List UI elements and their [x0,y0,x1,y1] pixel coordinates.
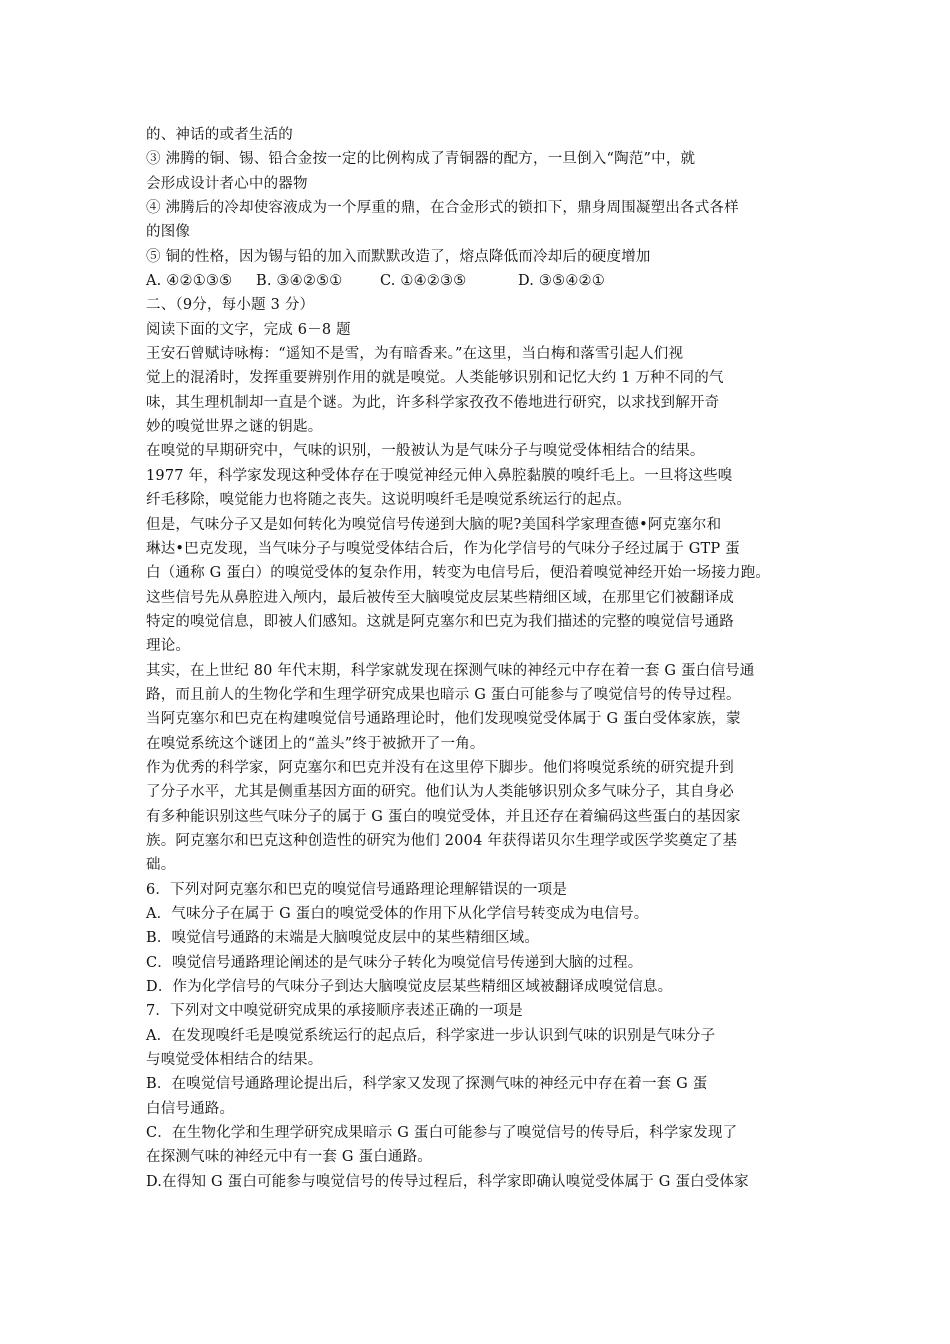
text-line: 1977 年，科学家发现这种受体存在于嗅觉神经元伸入鼻腔黏膜的嗅纤毛上。一旦将这些嗅 [146,467,733,484]
text-line: 础。 [146,857,176,874]
text-line: 这些信号先从鼻腔进入颅内，最后被传至大脑嗅觉皮层某些精细区域，在那里它们被翻译成 [146,589,734,606]
text-line: 有多种能识别这些气味分子的属于 G 蛋白的嗅觉受体，并且还存在着编码这些蛋白的基因家 [146,808,741,825]
text-line: 特定的嗅觉信息，即被人们感知。这就是阿克塞尔和巴克为我们描述的完整的嗅觉信号通路 [146,613,734,630]
text-line: 其实，在上世纪 80 年代末期，科学家就发现在探测气味的神经元中存在着一套 G 蛋白信号通 [146,662,755,679]
question-7-option-b: B．在嗅觉信号通路理论提出后，科学家又发现了探测气味的神经元中存在着一套 G 蛋 [146,1076,708,1093]
question-7-option-c: C．在生物化学和生理学研究成果暗示 G 蛋白可能参与了嗅觉信号的传导后，科学家发现了 [146,1125,738,1142]
question-6-stem: 6．下列对阿克塞尔和巴克的嗅觉信号通路理论理解错误的一项是 [146,881,568,898]
section-heading: 二、（9分，每小题 3 分） [146,297,315,314]
question-7-option-d: D.在得知 G 蛋白可能参与嗅觉信号的传导过程后，科学家即确认嗅觉受体属于 G 蛋白受体家 [146,1173,749,1190]
question-7-option-a: A．在发现嗅纤毛是嗅觉系统运行的起点后，科学家进一步认识到气味的识别是气味分子 [146,1027,716,1044]
text-line: 白（通称 G 蛋白）的嗅觉受体的复杂作用，转变为电信号后，便沿着嗅觉神经开始一场接力跑。 [146,565,771,582]
text-line: 作为优秀的科学家，阿克塞尔和巴克并没有在这里停下脚步。他们将嗅觉系统的研究提升到 [146,759,734,776]
question-6-option-d: D．作为化学信号的气味分子到达大脑嗅觉皮层某些精细区域被翻译成嗅觉信息。 [146,979,673,996]
question-5-options [146,269,826,293]
text-line: 味，其生理机制却一直是个谜。为此，许多科学家孜孜不倦地进行研究，以求找到解开奇 [146,394,720,411]
text-line: 纤毛移除，嗅觉能力也将随之丧失。这说明嗅纤毛是嗅觉系统运行的起点。 [146,492,632,509]
text-line: ⑤ 铜的性格，因为锡与铅的加入而默默改造了，熔点降低而冷却后的硬度增加 [146,248,651,265]
text-line: 在嗅觉的早期研究中，气味的识别，一般被认为是气味分子与嗅觉受体相结合的结果。 [146,443,705,460]
question-6-option-b: B．嗅觉信号通路的末端是大脑嗅觉皮层中的某些精细区域。 [146,930,540,947]
option-c: C. ①④②③⑤ [380,273,467,290]
text-line: 觉上的混淆时，发挥重要辨别作用的就是嗅觉。人类能够识别和记忆大约 1 万种不同的气 [146,370,724,387]
text-line: ③ 沸腾的铜、锡、铅合金按一定的比例构成了青铜器的配方，一旦倒入“陶范”中，就 [146,151,696,168]
text-line: 的、神话的或者生活的 [146,127,293,143]
question-6-option-c: C．嗅觉信号通路理论阐述的是气味分子转化为嗅觉信号传递到大脑的过程。 [146,954,643,971]
text-line: 白信号通路。 [146,1100,235,1117]
text-line: 但是，气味分子又是如何转化为嗅觉信号传递到大脑的呢?美国科学家理查德•阿克塞尔和 [146,516,722,533]
text-line: 会形成设计者心中的器物 [146,175,308,192]
text-line: 与嗅觉受体相结合的结果。 [146,1052,323,1069]
text-line: 在嗅觉系统这个谜团上的“盖头”终于被掀开了一角。 [146,735,485,752]
text-line: 了分子水平，尤其是侧重基因方面的研究。他们认为人类能够识别众多气味分子，其自身必 [146,784,734,801]
reading-instruction: 阅读下面的文字，完成 6－8 题 [146,321,351,338]
question-7-stem: 7．下列对文中嗅觉研究成果的承接顺序表述正确的一项是 [146,1003,523,1020]
option-a: A. ④②①③⑤ [146,273,233,290]
text-line: 路，而且前人的生物化学和生理学研究成果也暗示 G 蛋白可能参与了嗅觉信号的传导过程。 [146,686,741,703]
text-line: 理论。 [146,638,191,655]
text-line: 琳达•巴克发现，当气味分子与嗅觉受体结合后，作为化学信号的气味分子经过属于 GTP 蛋 [146,540,740,557]
text-line: 在探测气味的神经元中有一套 G 蛋白通路。 [146,1149,432,1166]
document-page [146,123,826,1194]
option-b: B. ③④②⑤① [256,273,343,290]
text-line: ④ 沸腾后的冷却使容液成为一个厚重的鼎，在合金形式的锁扣下，鼎身周围凝塑出各式各样 [146,200,739,217]
question-6-option-a: A．气味分子在属于 G 蛋白的嗅觉受体的作用下从化学信号转变成为电信号。 [146,906,649,922]
text-line: 当阿克塞尔和巴克在构建嗅觉信号通路理论时，他们发现嗅觉受体属于 G 蛋白受体家族，蒙 [146,711,741,728]
option-d: D. ③⑤④②① [518,273,605,290]
text-line: 族。阿克塞尔和巴克这种创造性的研究为他们 2004 年获得诺贝尔生理学或医学奖奠定了基 [146,832,738,849]
text-line: 王安石曾赋诗咏梅：“遥知不是雪，为有暗香来。”在这里，当白梅和落雪引起人们视 [146,346,684,363]
text-line: 妙的嗅觉世界之谜的钥匙。 [146,419,323,436]
text-line: 的图像 [146,224,191,241]
